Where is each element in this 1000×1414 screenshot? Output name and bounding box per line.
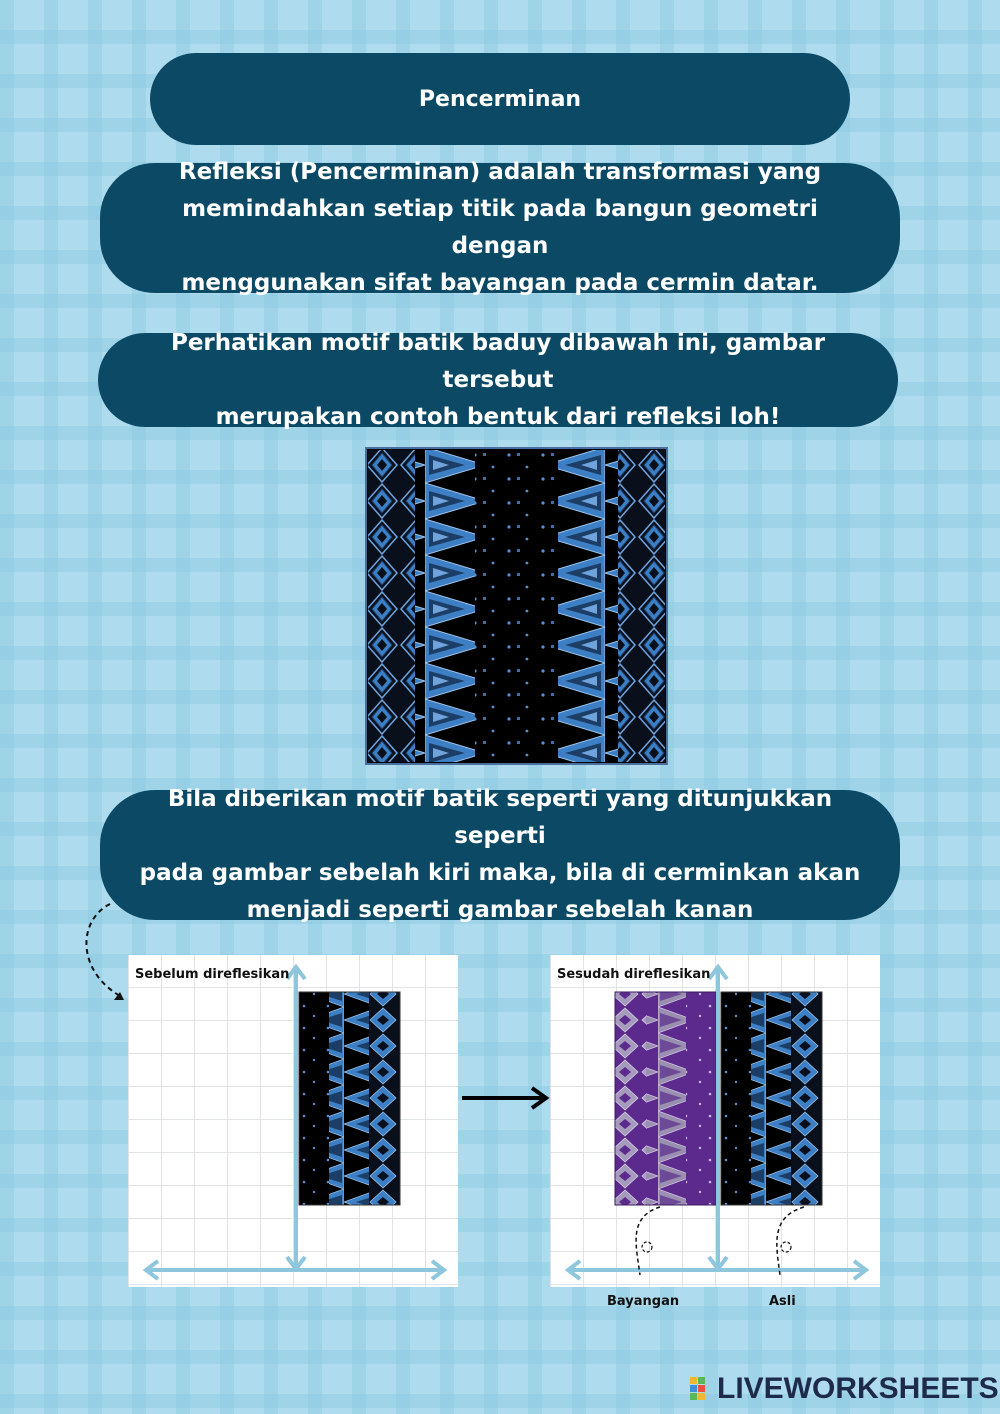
definition-box [100,159,900,296]
after-label: Sesudah direflesikan [557,967,711,982]
asli-caption: Asli [769,1294,796,1309]
liveworksheets-logo-text: LIVEWORKSHEETS [717,1372,999,1405]
example-line: pada gambar sebelah kiri maka, bila di cerminkan akan [139,860,861,886]
batik-diamond-column [369,992,400,1205]
batik-baduy-image [365,447,668,765]
asli-pointer [777,1207,804,1275]
example-line: menjadi seperti gambar sebelah kanan [246,897,754,923]
after-reflection-panel [550,955,880,1287]
before-label: Sebelum direflesikan [135,967,290,982]
definition-line: menggunakan sifat bayangan pada cermin datar. [181,270,819,296]
observation-box [98,329,898,430]
observation-line: Perhatikan motif batik baduy dibawah ini, gambar tersebut [170,329,826,393]
before-reflection-panel [128,955,458,1287]
batik-triangle-column [329,992,369,1205]
example-line: Bila diberikan motif batik seperti yang ditunjukkan seperti [167,786,833,849]
bayangan-pointer [636,1207,660,1275]
definition-line: Refleksi (Pencerminan) adalah transformasi yang [178,159,822,185]
page-title [150,53,850,145]
original-triangle-column [751,992,791,1205]
reflected-dots-column [686,992,716,1205]
batik-dots-column [299,992,329,1205]
page-title-text: Pencerminan [418,86,582,112]
reflected-triangle-column [646,992,686,1205]
liveworksheets-logo [690,1372,999,1406]
reflected-diamond-column [615,992,646,1205]
observation-line: merupakan contoh bentuk dari refleksi loh! [215,403,781,430]
example-box [100,786,900,923]
right-arrow-icon [460,1084,552,1112]
liveworksheets-logo-icon [690,1375,714,1403]
before-diagram [128,955,458,1287]
bayangan-caption: Bayangan [607,1294,680,1309]
definition-line: memindahkan setiap titik pada bangun geometri dengan [182,196,818,259]
after-diagram [550,955,880,1287]
original-dots-column [721,992,751,1205]
original-diamond-column [791,992,822,1205]
